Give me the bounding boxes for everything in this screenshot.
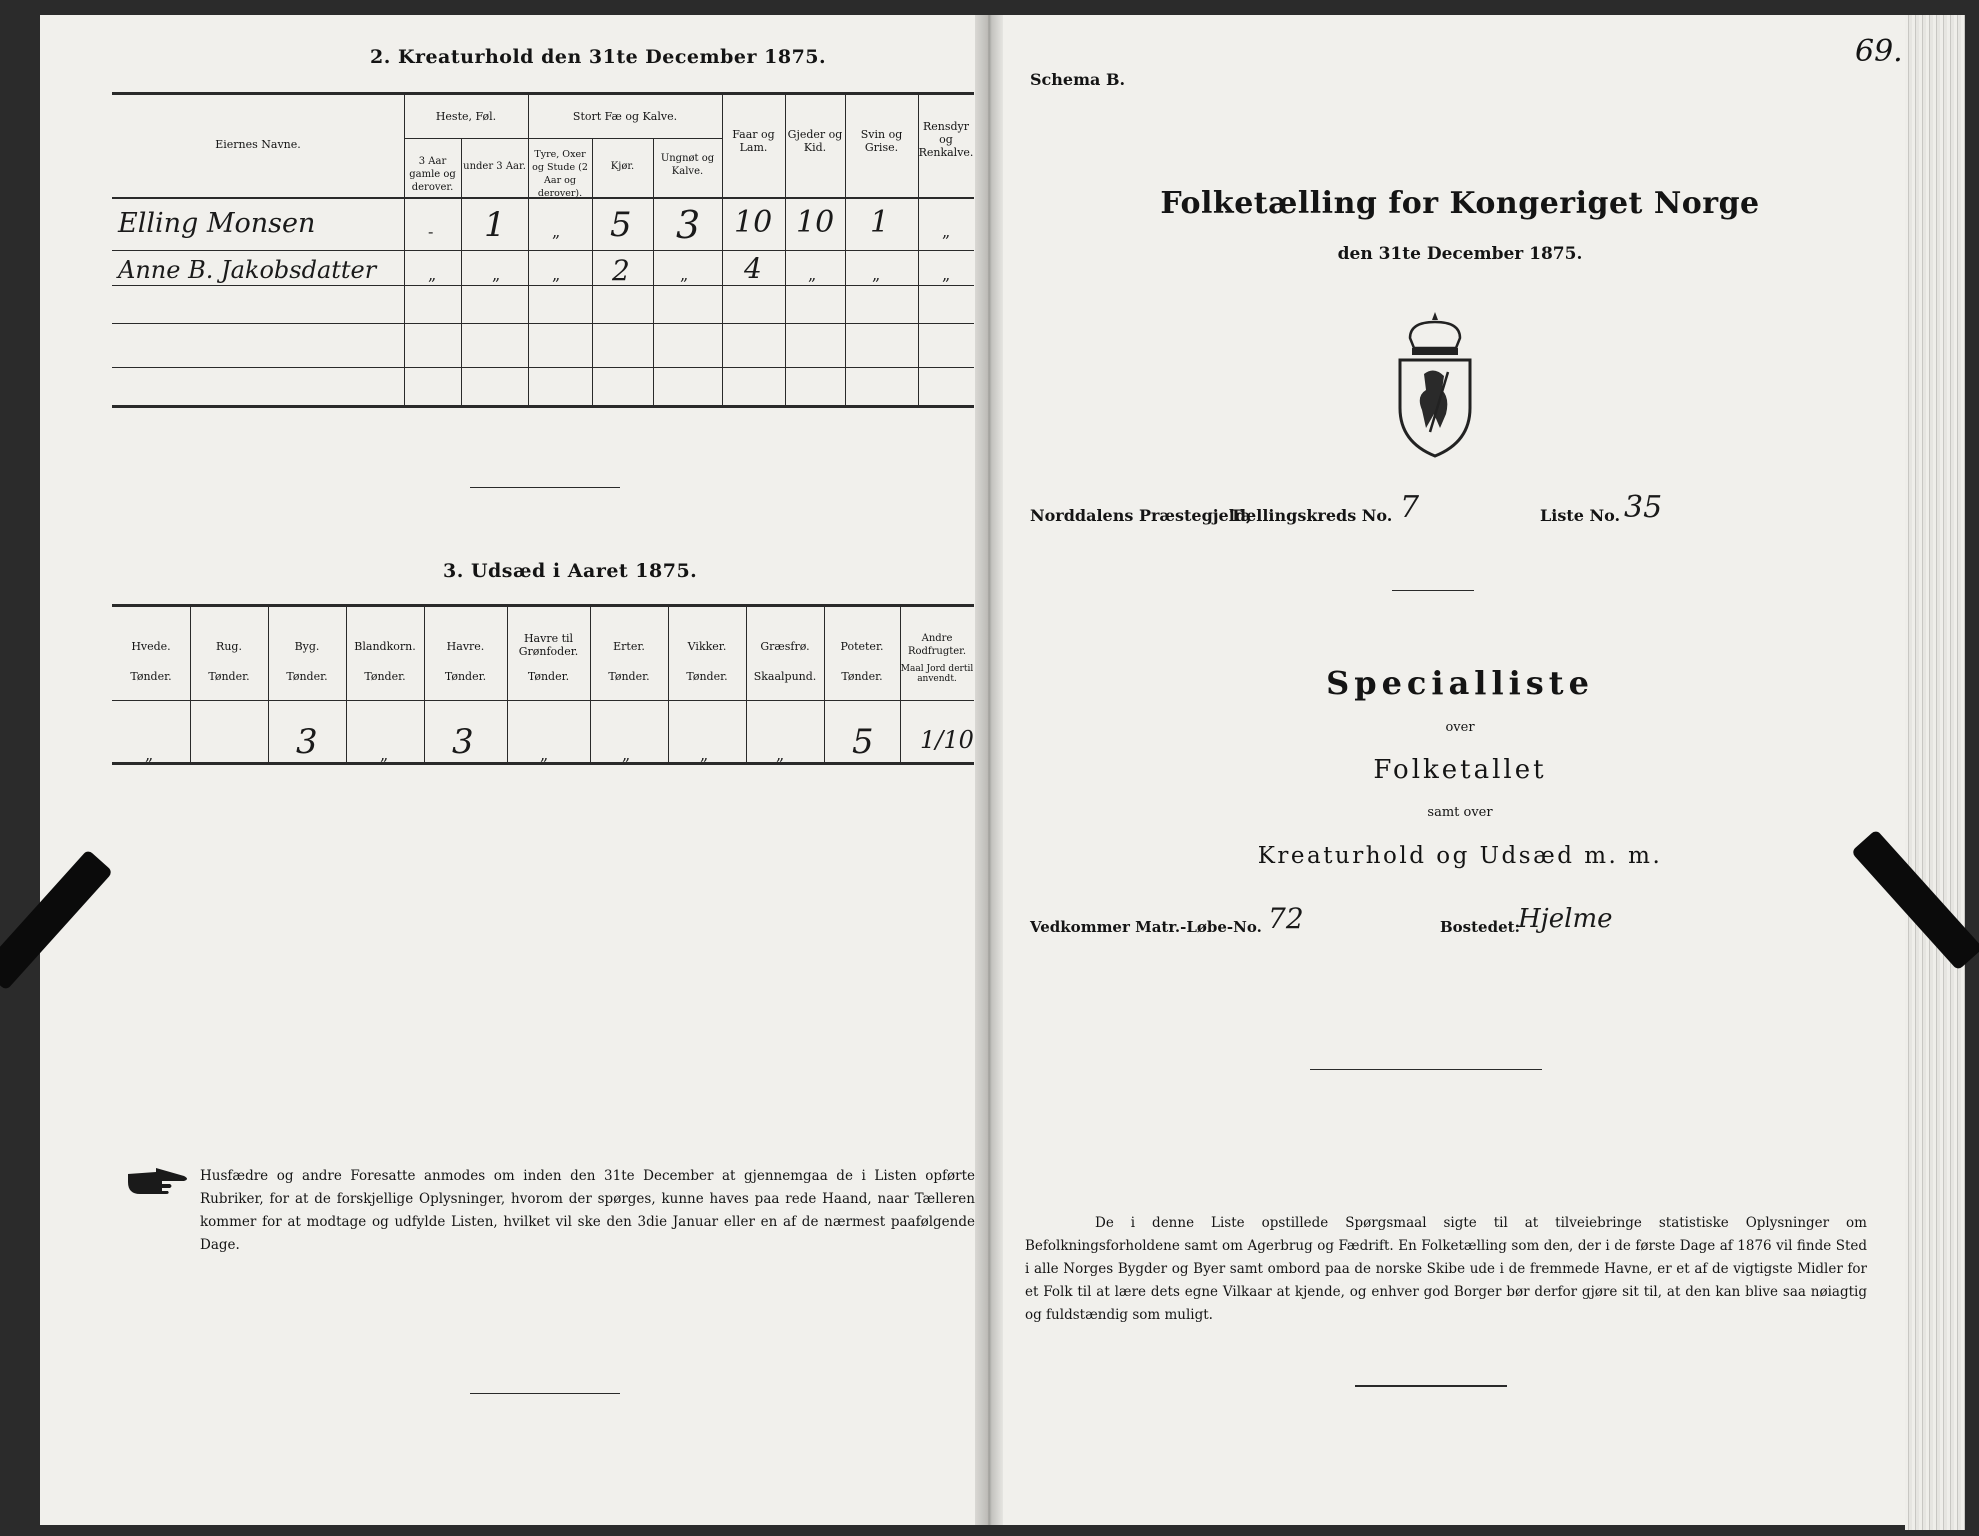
kreaturhold-label: Kreaturhold og Udsæd m. m. bbox=[1257, 843, 1663, 869]
seed-groenfoder-value: „ bbox=[540, 745, 549, 764]
row1-heste-old: - bbox=[428, 222, 434, 241]
section2-title: 2. Kreaturhold den 31te December 1875. bbox=[370, 46, 827, 68]
stort-fae-header: Stort Fæ og Kalve. bbox=[572, 110, 678, 123]
ungnot-header: Ungnøt og Kalve. bbox=[660, 153, 715, 177]
seed-poteter-value: 5 bbox=[852, 722, 874, 762]
row2-kjoer: 2 bbox=[612, 254, 630, 287]
row1-faar: 10 bbox=[734, 205, 773, 240]
seed-graesfro-value: „ bbox=[776, 745, 785, 764]
row2-svin: „ bbox=[872, 265, 881, 284]
divider bbox=[470, 1393, 620, 1394]
folketallet-label: Folketallet bbox=[1373, 755, 1547, 785]
seed-unit: Tønder. bbox=[527, 670, 570, 683]
seed-vikker-header: Vikker. bbox=[687, 640, 727, 653]
samt-over-label: samt over bbox=[1427, 805, 1493, 820]
seed-havre-header: Havre. bbox=[446, 640, 485, 653]
owner-header: Eiernes Navne. bbox=[215, 138, 301, 151]
row2-owner: Anne B. Jakobsdatter bbox=[118, 256, 377, 284]
seed-hvede-header: Hvede. bbox=[131, 640, 171, 653]
seed-unit: Tønder. bbox=[444, 670, 487, 683]
seed-groenfoder-header: Havre til Grønfoder. bbox=[518, 632, 579, 658]
divider bbox=[1310, 1069, 1542, 1070]
district-number: 7 bbox=[1400, 490, 1420, 525]
row1-ungnot: 3 bbox=[676, 203, 701, 247]
matr-label: Vedkommer Matr.-Løbe-No. bbox=[1030, 918, 1262, 936]
divider bbox=[1355, 1385, 1507, 1387]
norwegian-coat-of-arms-icon bbox=[1390, 310, 1480, 460]
row2-heste-young: „ bbox=[492, 265, 501, 284]
seed-byg-value: 3 bbox=[296, 722, 318, 762]
row2-gjeder: „ bbox=[808, 265, 817, 284]
row1-rensdyr: „ bbox=[942, 222, 951, 241]
gjeder-header: Gjeder og Kid. bbox=[787, 128, 843, 154]
row1-owner: Elling Monsen bbox=[118, 208, 316, 239]
schema-label: Schema B. bbox=[1030, 70, 1126, 89]
seed-vikker-value: „ bbox=[700, 745, 709, 764]
date-line: den 31te December 1875. bbox=[1337, 244, 1583, 264]
seed-unit: Tønder. bbox=[841, 670, 883, 683]
tyre-header: Tyre, Oxer og Stude (2 Aar og derover). bbox=[532, 149, 588, 199]
seed-erter-header: Erter. bbox=[613, 640, 645, 653]
district-label: Tællingskreds No. bbox=[1230, 506, 1393, 525]
row1-heste-young: 1 bbox=[484, 205, 506, 245]
section3-title: 3. Udsæd i Aaret 1875. bbox=[443, 560, 698, 582]
seed-poteter-header: Poteter. bbox=[840, 640, 884, 653]
kjoer-header: Kjør. bbox=[610, 161, 635, 172]
footer-text: De i denne Liste opstillede Spørgsmaal sigte til at tilveiebringe statistiske Oplysninger om Befolkningsforholdene samt om Agerbrug og Fædrift. En Folketælling som den, der i de første Dage af 1876 vil finde Sted i alle Norges Bygder og Byer samt ombord paa de norske Skibe ude i de fremmede Havne, er et af de vigtigste Midler for et Folk til at lære dets egne Vilkaar at kjende, og enhver god Borger bør derfor gjøre sit til, at den kan blive saa nøiagtig og fuldstændig som muligt. bbox=[1025, 1215, 1867, 1323]
heste-header: Heste, Føl. bbox=[435, 110, 497, 123]
seed-byg-header: Byg. bbox=[294, 640, 320, 653]
matr-number: 72 bbox=[1268, 902, 1304, 935]
parish-label: Norddalens Præstegjeld, bbox=[1030, 506, 1252, 525]
row2-faar: 4 bbox=[744, 252, 762, 285]
seed-unit: Tønder. bbox=[608, 670, 650, 683]
faar-header: Faar og Lam. bbox=[732, 128, 775, 154]
seed-unit: Maal Jord dertil anvendt. bbox=[900, 664, 974, 684]
row2-ungnot: „ bbox=[680, 265, 689, 284]
row1-svin: 1 bbox=[870, 205, 890, 240]
seed-blandkorn-header: Blandkorn. bbox=[354, 640, 416, 653]
specialliste-title: Specialliste bbox=[1326, 664, 1594, 702]
over-label: over bbox=[1445, 720, 1475, 735]
row2-heste-old: „ bbox=[428, 265, 437, 284]
list-label: Liste No. bbox=[1540, 506, 1621, 525]
list-number: 35 bbox=[1624, 490, 1663, 525]
seed-unit: Tønder. bbox=[286, 670, 328, 683]
book-gutter bbox=[975, 15, 1003, 1525]
divider bbox=[1392, 590, 1474, 591]
seed-unit: Tønder. bbox=[208, 670, 250, 683]
row1-kjoer: 5 bbox=[610, 205, 632, 245]
seed-rodfrugter-value: 1/10 bbox=[920, 726, 974, 754]
seed-rodfrugter-header: Andre Rodfrugter. bbox=[907, 633, 967, 657]
notice-text: Husfædre og andre Foresatte anmodes om inden den 31te December at gjennemgaa de i Listen opførte Rubriker, for at de forskjellige Oplysninger, hvorom der spørges, kunne haves paa rede Haand, naar Tælleren kommer for at modtage og udfylde Listen, hvilket vil ske den 3die Januar eller en af de nærmest paafølgende Dage. bbox=[200, 1168, 975, 1253]
left-page bbox=[40, 15, 995, 1525]
svin-header: Svin og Grise. bbox=[860, 128, 903, 154]
row2-rensdyr: „ bbox=[942, 265, 951, 284]
seed-graesfro-header: Græsfrø. bbox=[760, 640, 810, 653]
bostedet-label: Bostedet: bbox=[1440, 918, 1521, 936]
heste-young-header: under 3 Aar. bbox=[463, 161, 526, 172]
page-number: 69. bbox=[1855, 34, 1903, 69]
heste-old-header: 3 Aar gamle og derover. bbox=[409, 156, 456, 193]
row1-tyre: „ bbox=[552, 222, 561, 241]
seed-hvede-value: „ bbox=[145, 745, 154, 764]
seed-rug-header: Rug. bbox=[216, 640, 242, 653]
rensdyr-header: Rensdyr og Renkalve. bbox=[918, 120, 974, 159]
seed-blandkorn-value: „ bbox=[380, 745, 389, 764]
seed-unit: Tønder. bbox=[364, 670, 406, 683]
seed-unit: Skaalpund. bbox=[753, 670, 817, 683]
main-title: Folketælling for Kongeriget Norge bbox=[1160, 186, 1760, 221]
seed-havre-value: 3 bbox=[452, 722, 474, 762]
bostedet-value: Hjelme bbox=[1518, 904, 1613, 934]
seed-erter-value: „ bbox=[622, 745, 631, 764]
divider bbox=[470, 487, 620, 488]
seed-unit: Tønder. bbox=[686, 670, 728, 683]
pointing-hand-icon bbox=[126, 1166, 192, 1196]
seed-unit: Tønder. bbox=[130, 670, 172, 683]
row1-gjeder: 10 bbox=[796, 205, 835, 240]
row2-tyre: „ bbox=[552, 265, 561, 284]
